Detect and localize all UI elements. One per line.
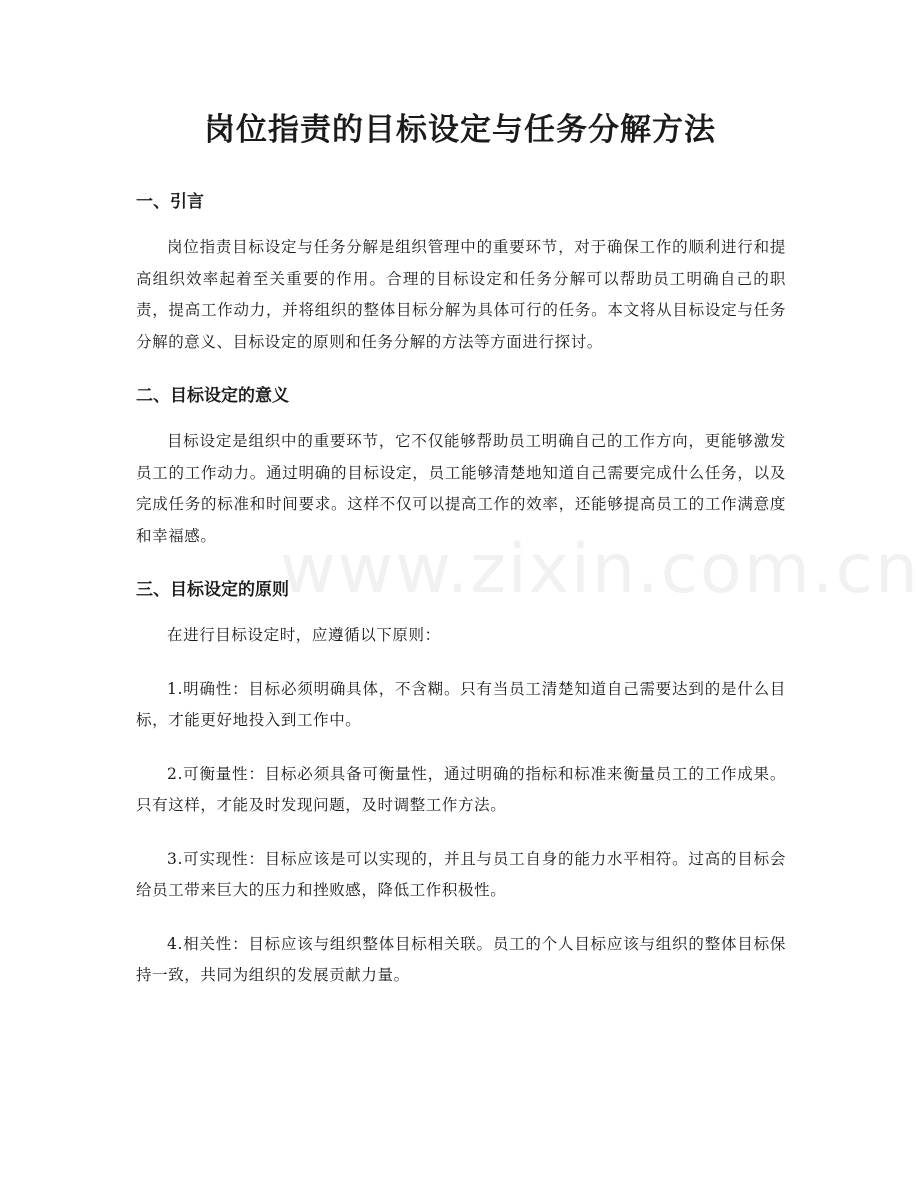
paragraph: 目标设定是组织中的重要环节，它不仅能够帮助员工明确自己的工作方向，更能够激发员工的工作动力。通过明确的目标设定，员工能够清楚地知道自己需要完成什么任务，以及完成任务的标准和时间要求。这样不仅可以提高工作的效率，还能够提高员工的工作满意度和幸福感。 (136, 432, 786, 545)
principle-item: 4.相关性：目标应该与组织整体目标相关联。员工的个人目标应该与组织的整体目标保持一致，共同为组织的发展贡献力量。 (136, 934, 786, 984)
principle-item: 1.明确性：目标必须明确具体，不含糊。只有当员工清楚知道自己需要达到的是什么目标，才能更好地投入到工作中。 (136, 679, 786, 729)
section-heading-introduction: 一、引言 (136, 192, 204, 212)
document-title: 岗位指责的目标设定与任务分解方法 (204, 112, 716, 148)
principle-item: 3.可实现性：目标应该是可以实现的，并且与员工自身的能力水平相符。过高的目标会给员工带来巨大的压力和挫败感，降低工作积极性。 (136, 849, 786, 899)
document-body (136, 186, 786, 992)
principle-item: 2.可衡量性：目标必须具备可衡量性，通过明确的指标和标准来衡量员工的工作成果。只有这样，才能及时发现问题，及时调整工作方法。 (136, 764, 786, 814)
section-heading-goal-principles: 三、目标设定的原则 (136, 580, 289, 600)
watermark: www.zixin.com.cn (280, 530, 920, 609)
paragraph: 在进行目标设定时，应遵循以下原则： (167, 626, 441, 644)
section-heading-goal-significance: 二、目标设定的意义 (136, 386, 289, 406)
paragraph: 岗位指责目标设定与任务分解是组织管理中的重要环节，对于确保工作的顺利进行和提高组织效率起着至关重要的作用。合理的目标设定和任务分解可以帮助员工明确自己的职责，提高工作动力，并将组织的整体目标分解为具体可行的任务。本文将从目标设定与任务分解的意义、目标设定的原则和任务分解的方法等方面进行探讨。 (136, 238, 786, 351)
